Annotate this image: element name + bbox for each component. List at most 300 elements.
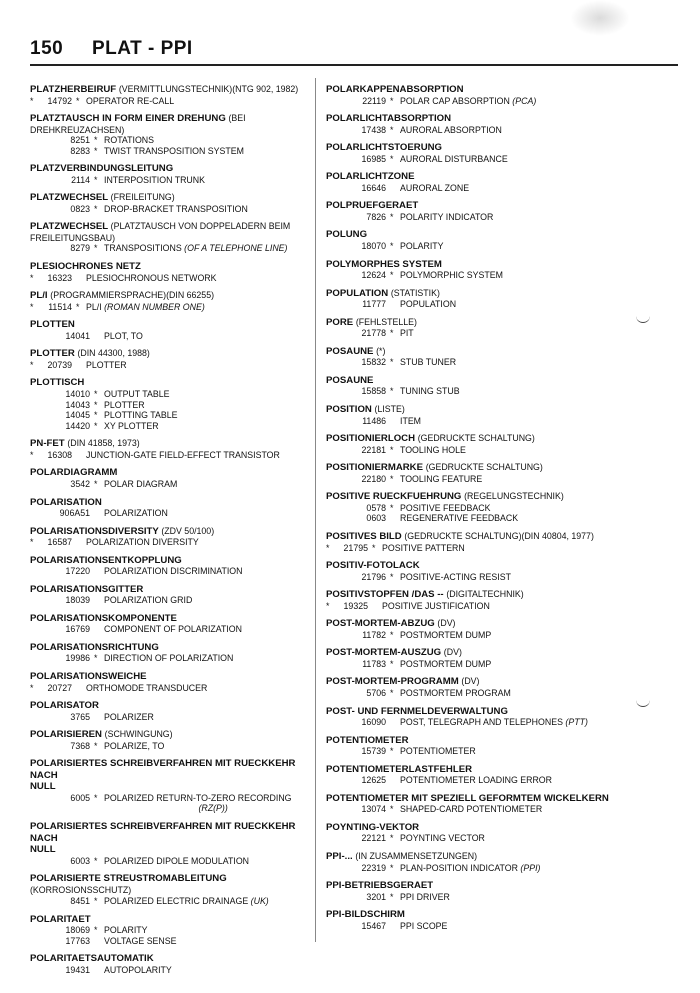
entry-number: 16090 bbox=[361, 717, 386, 728]
english-term: POSTMORTEM PROGRAM bbox=[400, 687, 511, 698]
english-term: INTERPOSITION TRUNK bbox=[104, 174, 206, 185]
english-term: PPI SCOPE bbox=[400, 920, 448, 931]
term-qualifier: (PLATZTAUSCH VON DOPPELADERN BEIM bbox=[110, 221, 291, 232]
term-qualifier: (DIN 41858, 1973) bbox=[67, 438, 140, 449]
dictionary-entry bbox=[326, 84, 626, 106]
term-qualifier: (DIN 44300, 1988) bbox=[77, 348, 150, 359]
translation-line bbox=[326, 572, 626, 583]
term-text: POST- UND FERNMELDEVERWALTUNG bbox=[326, 705, 508, 717]
term-text: POST-MORTEM-ABZUG bbox=[326, 618, 435, 630]
translation-line bbox=[30, 273, 316, 284]
english-term: PLESIOCHRONOUS NETWORK bbox=[86, 272, 217, 283]
dictionary-entry bbox=[326, 288, 626, 310]
term-text: POLARKAPPENABSORPTION bbox=[326, 84, 464, 95]
preferred-star-icon: * bbox=[94, 740, 98, 751]
entry-term bbox=[326, 706, 626, 718]
translation-line bbox=[30, 331, 316, 342]
term-text: POSAUNE bbox=[326, 374, 374, 386]
preferred-star-icon: * bbox=[94, 135, 98, 146]
translation-line bbox=[326, 659, 626, 670]
term-qualifier: (GEDRUCKTE SCHALTUNG)(DIN 40804, 1977) bbox=[404, 531, 594, 541]
term-continuation: NULL bbox=[30, 844, 56, 856]
term-qualifier: (SCHWINGUNG) bbox=[104, 729, 173, 740]
translation-line bbox=[326, 601, 626, 612]
term-qualifier: (LISTE) bbox=[374, 404, 405, 415]
dictionary-entry bbox=[30, 821, 316, 866]
term-text: POLPRUEFGERAET bbox=[326, 200, 419, 212]
english-term: POLARIZATION DIVERSITY bbox=[86, 537, 199, 548]
entry-number: 19431 bbox=[65, 964, 90, 975]
preferred-star-icon: * bbox=[390, 95, 394, 106]
entry-term bbox=[30, 821, 316, 844]
entry-term bbox=[30, 377, 316, 389]
preferred-star-icon: * bbox=[390, 444, 394, 455]
entry-term bbox=[30, 671, 316, 683]
dictionary-entry bbox=[30, 584, 316, 606]
entry-number: 18069 bbox=[65, 925, 90, 936]
preferred-star-icon: * bbox=[390, 357, 394, 368]
english-term: XY PLOTTER bbox=[104, 420, 159, 431]
term-qualifier: (ZDV 50/100) bbox=[161, 525, 215, 536]
dictionary-entry bbox=[30, 467, 316, 489]
preferred-star-icon: * bbox=[94, 792, 98, 803]
entry-term bbox=[326, 589, 626, 601]
preferred-star-icon: * bbox=[390, 328, 394, 339]
translation-line bbox=[326, 270, 626, 281]
dictionary-entry bbox=[326, 113, 626, 135]
translation-line bbox=[30, 856, 316, 867]
term-qualifier: (DV) bbox=[443, 647, 462, 658]
term-text: PLATZHERBEIRUF bbox=[30, 84, 117, 95]
preferred-star-icon: * bbox=[390, 386, 394, 397]
entry-term bbox=[326, 142, 626, 154]
entry-term bbox=[326, 462, 626, 474]
english-term: POLAR CAP ABSORPTION bbox=[400, 95, 510, 106]
entry-term bbox=[326, 618, 626, 630]
entry-number: 0603 bbox=[366, 513, 386, 524]
english-term: TRANSPOSITIONS bbox=[104, 243, 182, 254]
english-term: OUTPUT TABLE bbox=[104, 388, 170, 399]
term-text: POLARISATIONSGITTER bbox=[30, 583, 144, 595]
entry-number: 14010 bbox=[65, 388, 90, 399]
english-term: AURORAL ZONE bbox=[400, 182, 470, 193]
entry-term bbox=[326, 793, 626, 805]
english-term: POLARITY bbox=[104, 925, 148, 936]
preferred-star-icon: * bbox=[76, 95, 80, 106]
entry-term bbox=[30, 953, 316, 965]
translation-line bbox=[326, 357, 626, 368]
term-text: PLATZVERBINDUNGSLEITUNG bbox=[30, 163, 174, 175]
margin-mark bbox=[636, 316, 650, 323]
entry-term bbox=[326, 851, 626, 863]
english-term: TOOLING FEATURE bbox=[400, 473, 483, 484]
entry-term bbox=[30, 261, 316, 273]
entry-term bbox=[30, 584, 316, 596]
term-text: POLARISIERTES SCHREIBVERFAHREN MIT RUECKKEHR NACH bbox=[30, 758, 296, 781]
entry-number: 21778 bbox=[361, 328, 386, 339]
english-term: DIRECTION OF POLARIZATION bbox=[104, 653, 234, 664]
entry-term bbox=[30, 163, 316, 175]
english-term: POLARIZE, TO bbox=[104, 740, 165, 751]
translation-line bbox=[326, 96, 626, 107]
entry-number: 22119 bbox=[362, 95, 386, 106]
entry-number: 0578 bbox=[366, 502, 386, 513]
dictionary-entry bbox=[30, 758, 316, 814]
entry-number: 17220 bbox=[65, 566, 90, 577]
term-text: PLOTTER bbox=[30, 348, 75, 360]
dictionary-entry bbox=[30, 953, 316, 975]
translation-line bbox=[30, 135, 316, 146]
dictionary-entry bbox=[30, 438, 316, 460]
term-qualifier: (VERMITTLUNGSTECHNIK)(NTG 902, 1982) bbox=[118, 84, 299, 94]
term-text: POLARISATIONSWEICHE bbox=[30, 671, 147, 683]
standard-star-icon: * bbox=[326, 600, 330, 611]
term-text: POSITIVES BILD bbox=[326, 531, 402, 542]
english-term: DROP-BRACKET TRANSPOSITION bbox=[104, 203, 248, 214]
translation-line bbox=[326, 543, 626, 554]
english-term: POLARIZATION bbox=[104, 508, 168, 518]
entry-number: 14792 bbox=[47, 95, 72, 106]
entry-number: 7826 bbox=[366, 211, 386, 222]
entry-term bbox=[30, 497, 316, 509]
preferred-star-icon: * bbox=[390, 270, 394, 281]
english-term: OPERATOR RE-CALL bbox=[86, 95, 175, 106]
term-qualifier: (STATISTIK) bbox=[390, 287, 440, 298]
dictionary-entry bbox=[30, 642, 316, 664]
term-text: PORE bbox=[326, 316, 354, 328]
entry-term bbox=[30, 438, 316, 450]
usage-tag: (OF A TELEPHONE LINE) bbox=[184, 243, 288, 254]
english-term: AURORAL DISTURBANCE bbox=[400, 153, 508, 164]
english-term: POLARIZED DIPOLE MODULATION bbox=[104, 855, 250, 866]
translation-line bbox=[30, 204, 316, 215]
entry-number: 14420 bbox=[65, 420, 90, 431]
term-qualifier: (PROGRAMMIERSPRACHE)(DIN 66255) bbox=[50, 290, 215, 301]
term-text: POTENTIOMETERLASTFEHLER bbox=[326, 763, 473, 775]
translation-line bbox=[30, 479, 316, 490]
term-qualifier: (IN ZUSAMMENSETZUNGEN) bbox=[355, 851, 478, 862]
dictionary-entry bbox=[326, 764, 626, 786]
translation-line bbox=[326, 299, 626, 310]
dictionary-entry bbox=[30, 377, 316, 431]
term-text: POSITION bbox=[326, 404, 372, 416]
english-term: POLARITY bbox=[400, 240, 444, 251]
entry-number: 16769 bbox=[65, 624, 90, 635]
term-text: POLARITAETSAUTOMATIK bbox=[30, 953, 154, 965]
standard-star-icon: * bbox=[30, 95, 34, 106]
term-text: POLYMORPHES SYSTEM bbox=[326, 258, 442, 270]
preferred-star-icon: * bbox=[390, 862, 394, 873]
entry-number: 8279 bbox=[70, 243, 90, 254]
english-term: POSTMORTEM DUMP bbox=[400, 658, 492, 669]
entry-number: 21796 bbox=[361, 571, 386, 582]
dictionary-entry bbox=[326, 375, 626, 397]
dictionary-entry bbox=[30, 84, 316, 106]
standard-star-icon: * bbox=[30, 272, 34, 283]
preferred-star-icon: * bbox=[94, 410, 98, 421]
scan-smudge bbox=[570, 0, 630, 36]
dictionary-entry bbox=[326, 491, 626, 524]
usage-tag: (ROMAN NUMBER ONE) bbox=[104, 301, 205, 312]
preferred-star-icon: * bbox=[390, 833, 394, 844]
entry-term bbox=[326, 200, 626, 212]
entry-term bbox=[326, 433, 626, 445]
entry-number: 20739 bbox=[47, 359, 72, 370]
dictionary-entry bbox=[326, 462, 626, 484]
dictionary-entry bbox=[30, 348, 316, 370]
entry-term bbox=[30, 290, 316, 302]
term-text: POLARISATIONSRICHTUNG bbox=[30, 641, 159, 653]
term-text: POSITIV-FOTOLACK bbox=[326, 560, 420, 572]
entry-term bbox=[326, 764, 626, 776]
term-continuation: NULL bbox=[30, 781, 56, 793]
term-text: POLARLICHTABSORPTION bbox=[326, 113, 452, 125]
translation-line bbox=[30, 400, 316, 411]
term-text: POLARISIEREN bbox=[30, 729, 102, 741]
entry-term bbox=[30, 84, 316, 96]
entry-term bbox=[326, 288, 626, 300]
dictionary-entry bbox=[326, 735, 626, 757]
term-text: POSITIVSTOPFEN /DAS -- bbox=[326, 589, 444, 601]
english-term: TWIST TRANSPOSITION SYSTEM bbox=[104, 145, 244, 156]
entry-term bbox=[30, 555, 316, 567]
preferred-star-icon: * bbox=[94, 399, 98, 410]
dictionary-entry bbox=[30, 671, 316, 693]
translation-line bbox=[30, 508, 316, 519]
entry-number: 5706 bbox=[366, 687, 386, 698]
english-term: ROTATIONS bbox=[104, 135, 155, 146]
entry-number: 8283 bbox=[70, 145, 90, 156]
translation-line bbox=[30, 925, 316, 936]
page-range-title: PLAT - PPI bbox=[92, 38, 193, 59]
english-term: VOLTAGE SENSE bbox=[104, 935, 177, 946]
term-text: PLOTTISCH bbox=[30, 377, 85, 389]
entry-term bbox=[30, 613, 316, 625]
entry-term bbox=[326, 909, 626, 921]
dictionary-entry bbox=[326, 909, 626, 931]
preferred-star-icon: * bbox=[390, 473, 394, 484]
entry-number: 6005 bbox=[70, 792, 90, 803]
preferred-star-icon: * bbox=[76, 301, 80, 312]
dictionary-entry bbox=[326, 851, 626, 873]
translation-line bbox=[30, 537, 316, 548]
term-text: PLESIOCHRONES NETZ bbox=[30, 261, 141, 273]
english-term: AUTOPOLARITY bbox=[104, 964, 172, 975]
term-text: POPULATION bbox=[326, 287, 389, 299]
entry-number: 906A51 bbox=[59, 508, 90, 518]
entry-number: 3201 bbox=[366, 891, 386, 902]
translation-line bbox=[30, 683, 316, 694]
term-text: POST-MORTEM-PROGRAMM bbox=[326, 676, 459, 688]
translation-line bbox=[326, 892, 626, 903]
term-qualifier: (FREILEITUNG) bbox=[110, 192, 175, 203]
dictionary-entry bbox=[30, 613, 316, 635]
term-text: PPI-BETRIEBSGERAET bbox=[326, 880, 434, 892]
term-continuation: FREILEITUNGSBAU) bbox=[30, 232, 116, 243]
preferred-star-icon: * bbox=[390, 658, 394, 669]
entry-term bbox=[326, 229, 626, 241]
usage-tag: (UK) bbox=[250, 896, 269, 907]
english-term: TUNING STUB bbox=[400, 386, 460, 397]
dictionary-entry bbox=[326, 404, 626, 426]
translation-line bbox=[30, 793, 316, 804]
term-text: POLUNG bbox=[326, 229, 368, 241]
entry-number: 17438 bbox=[361, 124, 386, 135]
dictionary-entry bbox=[30, 261, 316, 283]
translation-line bbox=[326, 445, 626, 456]
dictionary-entry bbox=[326, 647, 626, 669]
entry-number: 7368 bbox=[70, 740, 90, 751]
term-text: POLARDIAGRAMM bbox=[30, 467, 118, 479]
usage-tag: (PCA) bbox=[512, 95, 537, 106]
english-term: POTENTIOMETER LOADING ERROR bbox=[400, 775, 553, 786]
entry-number: 16985 bbox=[361, 153, 386, 164]
dictionary-entry bbox=[30, 221, 316, 254]
english-term: TOOLING HOLE bbox=[400, 444, 466, 455]
preferred-star-icon: * bbox=[390, 211, 394, 222]
preferred-star-icon: * bbox=[94, 203, 98, 214]
entry-term bbox=[326, 676, 626, 688]
translation-line bbox=[30, 936, 316, 947]
translation-line bbox=[30, 410, 316, 421]
dictionary-entry bbox=[326, 793, 626, 815]
entry-term bbox=[30, 221, 316, 233]
preferred-star-icon: * bbox=[390, 891, 394, 902]
term-text: PLATZWECHSEL bbox=[30, 192, 108, 204]
translation-line bbox=[30, 712, 316, 723]
dictionary-entry bbox=[326, 618, 626, 640]
entry-number: 3542 bbox=[70, 478, 90, 489]
preferred-star-icon: * bbox=[94, 243, 98, 254]
preferred-star-icon: * bbox=[94, 145, 98, 156]
entry-term bbox=[30, 642, 316, 654]
english-term: POSITIVE FEEDBACK bbox=[400, 502, 491, 513]
entry-number: 16587 bbox=[47, 537, 72, 548]
entry-number: 16646 bbox=[361, 182, 386, 193]
preferred-star-icon: * bbox=[390, 687, 394, 698]
usage-tag: (PPI) bbox=[520, 862, 541, 873]
english-term: POSTMORTEM DUMP bbox=[400, 629, 492, 640]
translation-line bbox=[30, 595, 316, 606]
english-term: POSITIVE JUSTIFICATION bbox=[382, 600, 490, 611]
english-term: POLARIZED RETURN-TO-ZERO RECORDING bbox=[104, 792, 292, 803]
preferred-star-icon: * bbox=[390, 571, 394, 582]
translation-line bbox=[30, 741, 316, 752]
entry-term bbox=[30, 192, 316, 204]
term-qualifier: (FEHLSTELLE) bbox=[355, 316, 417, 327]
translation-line bbox=[326, 746, 626, 757]
term-continuation: DREHKREUZACHSEN) bbox=[30, 124, 125, 135]
english-term: POLYMORPHIC SYSTEM bbox=[400, 270, 503, 281]
term-qualifier: (BEI bbox=[228, 113, 246, 124]
english-term: JUNCTION-GATE FIELD-EFFECT TRANSISTOR bbox=[86, 449, 280, 460]
english-term: POSITIVE PATTERN bbox=[382, 542, 465, 553]
dictionary-entry bbox=[326, 822, 626, 844]
term-text: POLARISATION bbox=[30, 496, 102, 508]
dictionary-entry bbox=[326, 229, 626, 251]
preferred-star-icon: * bbox=[390, 502, 394, 513]
term-text: PLATZWECHSEL bbox=[30, 221, 108, 233]
translation-line bbox=[326, 241, 626, 252]
dictionary-entry bbox=[30, 873, 316, 907]
translation-line bbox=[326, 474, 626, 485]
english-term: ORTHOMODE TRANSDUCER bbox=[86, 682, 208, 693]
term-text: PLATZTAUSCH IN FORM EINER DREHUNG bbox=[30, 113, 226, 125]
entry-number: 3765 bbox=[70, 711, 90, 722]
entry-term bbox=[326, 735, 626, 747]
entry-number: 8251 bbox=[70, 135, 90, 146]
entry-term bbox=[326, 259, 626, 271]
preferred-star-icon: * bbox=[94, 896, 98, 907]
entry-term bbox=[326, 113, 626, 125]
term-text: POLARISIERTE STREUSTROMABLEITUNG bbox=[30, 873, 227, 885]
entry-term bbox=[30, 319, 316, 331]
standard-star-icon: * bbox=[326, 542, 330, 553]
dictionary-entry bbox=[326, 259, 626, 281]
term-text: POTENTIOMETER MIT SPEZIELL GEFORMTEM WICKELKERN bbox=[326, 792, 609, 804]
entry-term bbox=[30, 467, 316, 479]
english-term: PL/I bbox=[86, 301, 102, 312]
entry-number: 20727 bbox=[47, 682, 72, 693]
dictionary-entry bbox=[326, 317, 626, 339]
dictionary-entry bbox=[30, 113, 316, 156]
dictionary-entry bbox=[326, 200, 626, 222]
term-text: POSAUNE bbox=[326, 345, 374, 357]
translation-line bbox=[30, 389, 316, 400]
term-qualifier: (GEDRUCKTE SCHALTUNG) bbox=[417, 433, 535, 444]
english-term: POPULATION bbox=[400, 299, 457, 310]
entry-term bbox=[30, 113, 316, 125]
translation-line bbox=[30, 566, 316, 577]
dictionary-entry bbox=[30, 729, 316, 751]
entry-term bbox=[326, 560, 626, 572]
entry-number: 6003 bbox=[70, 855, 90, 866]
dictionary-entry bbox=[30, 555, 316, 577]
translation-line bbox=[30, 146, 316, 157]
preferred-star-icon: * bbox=[94, 855, 98, 866]
dictionary-entry bbox=[30, 497, 316, 519]
english-term: PPI DRIVER bbox=[400, 891, 450, 902]
standard-star-icon: * bbox=[30, 537, 34, 548]
english-term: POLARIZATION DISCRIMINATION bbox=[104, 566, 243, 577]
dictionary-entry bbox=[30, 163, 316, 185]
translation-line bbox=[326, 386, 626, 397]
entry-number: 22319 bbox=[361, 862, 386, 873]
dictionary-entry bbox=[30, 290, 316, 312]
english-term: POTENTIOMETER bbox=[400, 746, 476, 757]
translation-line bbox=[326, 921, 626, 932]
entry-number: 18070 bbox=[361, 240, 386, 251]
entry-term bbox=[30, 873, 316, 896]
dictionary-entry bbox=[30, 700, 316, 722]
entry-term bbox=[30, 526, 316, 538]
entry-term bbox=[30, 348, 316, 360]
term-text: PPI-BILDSCHIRM bbox=[326, 909, 405, 921]
entry-term bbox=[326, 346, 626, 358]
translation-line bbox=[30, 243, 316, 254]
english-term: POLARIZATION GRID bbox=[104, 595, 193, 606]
translation-line bbox=[326, 804, 626, 815]
term-text: PLOTTEN bbox=[30, 319, 75, 331]
standard-star-icon: * bbox=[30, 359, 34, 370]
translation-line bbox=[326, 125, 626, 136]
translation-line bbox=[30, 965, 316, 976]
standard-star-icon: * bbox=[30, 449, 34, 460]
entry-number: 22181 bbox=[361, 444, 386, 455]
term-text: POST-MORTEM-AUSZUG bbox=[326, 647, 442, 659]
term-text: POLARLICHTSTOERUNG bbox=[326, 142, 443, 154]
translation-line bbox=[326, 863, 626, 874]
